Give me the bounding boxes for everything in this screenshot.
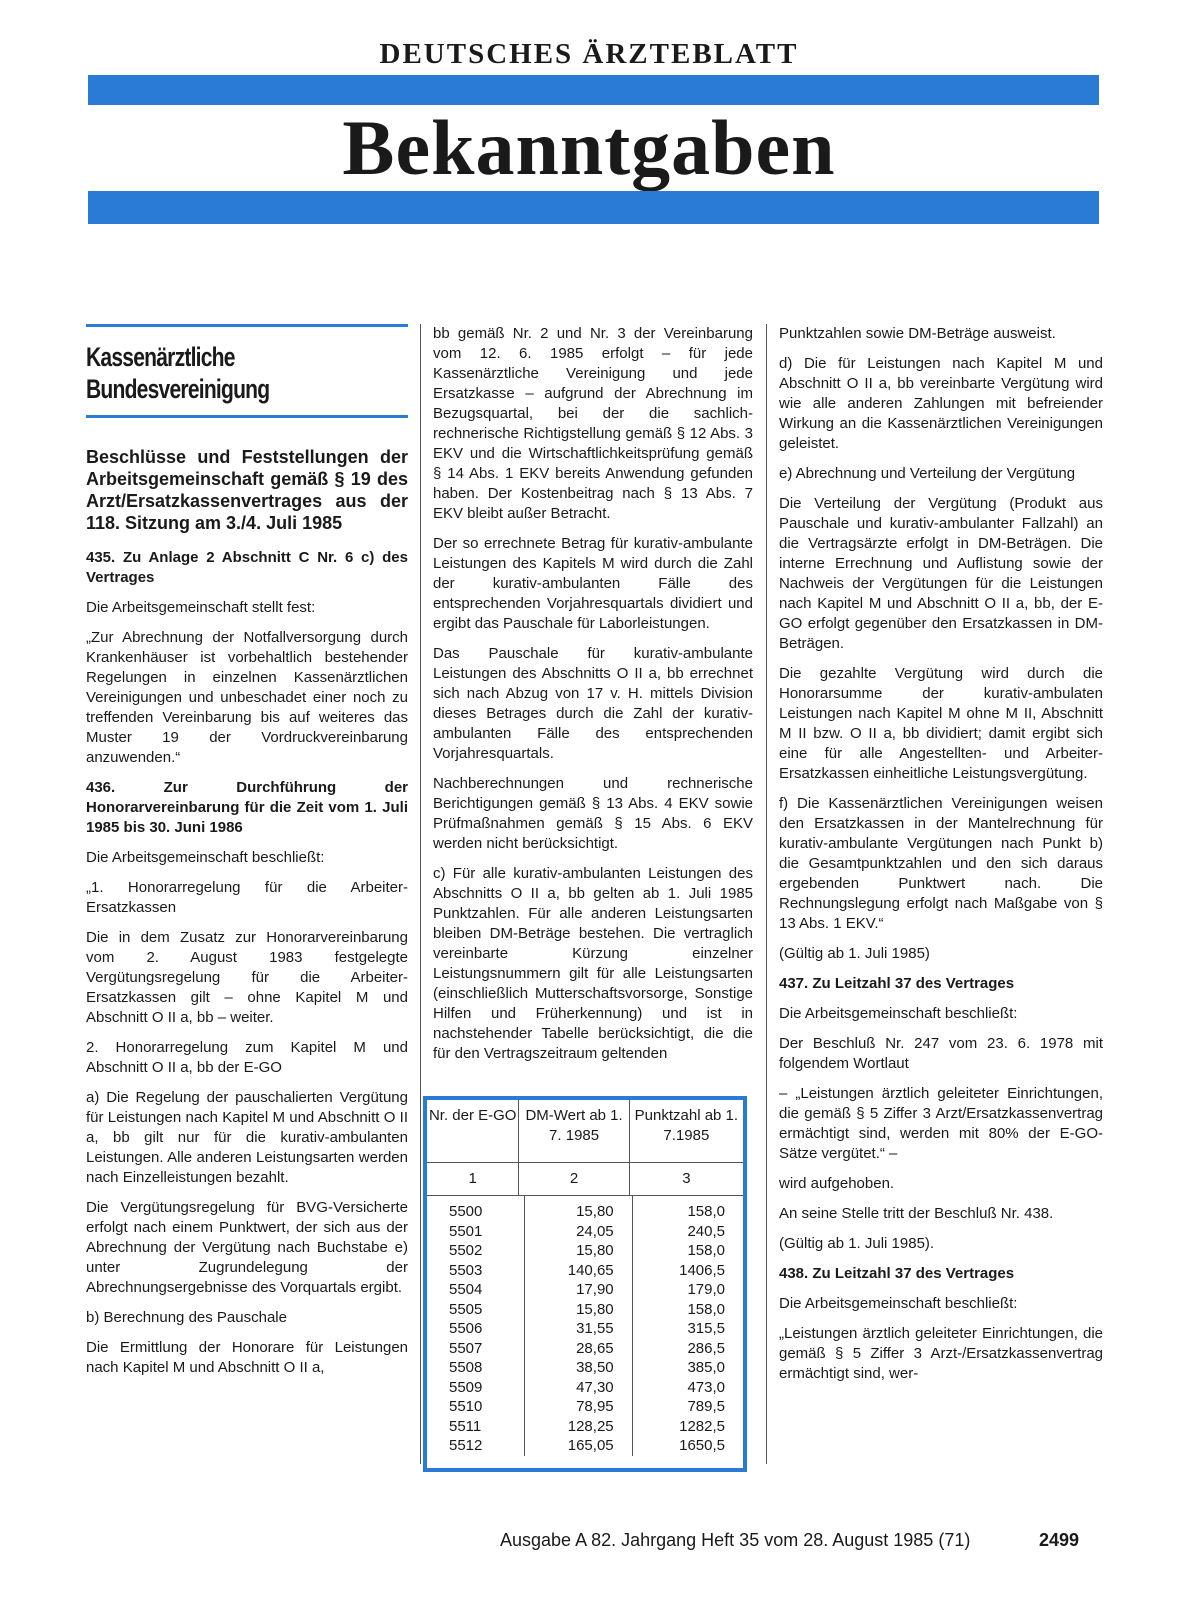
table-cell: 5508 xyxy=(449,1359,483,1376)
page-title: Bekanntgaben xyxy=(342,104,836,191)
paragraph: d) Die für Leistungen nach Kapitel M und Abschnitt O II a, bb vereinbarte Vergütung wird wie alle anderen Zahlungen mit befreiender Wirkung an die Kassenärztlichen Vereinigungen geleistet. xyxy=(779,355,1103,452)
paragraph: An seine Stelle tritt der Beschluß Nr. 438. xyxy=(779,1205,1054,1222)
paragraph: bb gemäß Nr. 2 und Nr. 3 der Vereinbarung vom 12. 6. 1985 erfolgt – für jede Kassenärztliche Vereinigung und jede Ersatzkasse – aufgrund der Abrechnung im Bezugsquartal, bei der die sachlich-rechnerische Richtigstellung gemäß § 12 Abs. 3 EKV und die Wirtschaftlichkeitsprüfung gemäß § 14 Abs. 1 EKV bereits Anwendung gefunden haben. Der Kostenbeitrag nach § 13 Abs. 7 EKV bleibt außer Betracht. xyxy=(433,325,753,522)
table-cell: 5501 xyxy=(449,1222,483,1240)
table-cell: 5506 xyxy=(449,1320,483,1337)
table-cell: 5512 xyxy=(449,1437,483,1454)
page-number: 2499 xyxy=(1039,1530,1080,1550)
paragraph: „Leistungen ärztlich geleiteter Einrichtungen, die gemäß § 5 Ziffer 3 Arzt-/Ersatzkassenvertrag ermächtigt sind, wer- xyxy=(779,1325,1103,1382)
column-number: 2 xyxy=(519,1163,629,1195)
edition-info: Ausgabe A 82. Jahrgang Heft 35 vom 28. August 1985 (71) xyxy=(500,1530,971,1550)
paragraph: Die Vergütungsregelung für BVG-Versicherte erfolgt nach einem Punktwert, der sich aus der Abrechnung der Vergütung nach Buchstabe e) unter Zugrundelegung der Abrechnungsergebnisse des Vorquartals ergibt. xyxy=(86,1199,408,1296)
fee-table xyxy=(423,1096,747,1472)
table-cell: 5503 xyxy=(449,1261,483,1279)
paragraph: Die in dem Zusatz zur Honorarvereinbarung vom 2. August 1983 festgelegte Vergütungsregelung für die Arbeiter-Ersatzkassen gilt – ohne Kapitel M und Abschnitt O II a, bb – weiter. xyxy=(86,929,408,1026)
column-3 xyxy=(779,324,1103,1394)
table-header-cell: Punktzahl ab 1. 7.1985 xyxy=(634,1107,739,1144)
section-heading: 437. Zu Leitzahl 37 des Vertrages xyxy=(779,975,1015,992)
paragraph: Die gezahlte Vergütung wird durch die Honorarsumme der kurativ-ambulaten Leistungen nach Kapitel M ohne M II, Abschnitt M II bzw. O II a, bb dividiert; damit ergibt sich eine für alle Angestellten- und Arbeiter-Ersatzkassen einheitliche Leistungsvergütung. xyxy=(779,665,1103,782)
table-cell: 1282,5 xyxy=(679,1417,725,1435)
table-cell: 315,5 xyxy=(687,1320,725,1337)
org-line-1: Kassenärztliche xyxy=(86,342,235,372)
table-cell: 165,05 xyxy=(567,1437,614,1454)
column-2-body xyxy=(433,324,753,1064)
table-cell: 24,05 xyxy=(576,1222,614,1240)
table-column-dm xyxy=(525,1196,633,1456)
table-cell: 5511 xyxy=(449,1417,482,1435)
paragraph: b) Berechnung des Pauschale xyxy=(86,1309,287,1326)
paragraph: „1. Honorarregelung für die Arbeiter-Ersatzkassen xyxy=(86,879,408,916)
table-cell: 5507 xyxy=(449,1339,483,1357)
table-cell: 38,50 xyxy=(576,1359,614,1376)
table-column-nr xyxy=(427,1196,525,1456)
table-cell: 385,0 xyxy=(687,1359,725,1376)
paragraph: Das Pauschale für kurativ-ambulante Leistungen des Abschnitts O II a, bb errechnet sich nach Abzug von 17 v. H. mittels Division dieses Betrages durch die Zahl der kurativ-ambulanten Fälle des entsprechenden Vorjahresquartals. xyxy=(433,645,753,762)
org-rule-top xyxy=(86,324,408,327)
table-header-cell: Nr. der E-GO xyxy=(427,1100,519,1162)
paragraph: Die Verteilung der Vergütung (Produkt aus Pauschale und kurativ-ambulanter Fallzahl) an die Vertragsärzte erfolgt in DM-Beträgen. Die interne Errechnung und Auflistung sowie der Nachweis der Vergütungen für die Leistungen nach Kapitel M und Abschnitt O II a, bb, der E-GO erfolgt gegenüber den Ersatzkassen in DM-Beträgen. xyxy=(779,495,1103,652)
column-number: 1 xyxy=(427,1163,519,1195)
table-cell: 5504 xyxy=(449,1281,483,1298)
table-cell: 15,80 xyxy=(576,1203,614,1220)
table-cell: 128,25 xyxy=(567,1417,614,1435)
table-cell: 5505 xyxy=(449,1300,483,1318)
bottom-accent-bar xyxy=(88,191,1099,224)
column-3-body xyxy=(779,324,1103,1384)
org-rule-bottom xyxy=(86,415,408,418)
paragraph: e) Abrechnung und Verteilung der Vergütung xyxy=(779,465,1076,482)
column-1-body xyxy=(86,548,408,1378)
paragraph: wird aufgehoben. xyxy=(779,1175,895,1192)
table-cell: 47,30 xyxy=(576,1378,614,1396)
masthead: DEUTSCHES ÄRZTEBLATT xyxy=(379,38,799,70)
table-cell: 158,0 xyxy=(687,1203,725,1220)
paragraph: Die Ermittlung der Honorare für Leistungen nach Kapitel M und Abschnitt O II a, xyxy=(86,1339,408,1376)
column-number: 3 xyxy=(682,1170,691,1187)
lead-heading: Beschlüsse und Feststellungen der Arbeitsgemeinschaft gemäß § 19 des Arzt/Ersatzkassenvertrages aus der 118. Sitzung am 3./4. Juli 1985 xyxy=(86,447,408,533)
column-divider-2 xyxy=(766,324,767,1464)
column-divider-1 xyxy=(420,324,421,1464)
paragraph: 2. Honorarregelung zum Kapitel M und Abschnitt O II a, bb der E-GO xyxy=(86,1039,408,1076)
organization-name xyxy=(86,341,337,405)
paragraph: Die Arbeitsgemeinschaft stellt fest: xyxy=(86,599,316,616)
org-line-2: Bundesvereinigung xyxy=(86,374,270,404)
top-accent-bar xyxy=(88,75,1099,105)
table-cell: 158,0 xyxy=(687,1242,725,1259)
table-cell: 5510 xyxy=(449,1398,483,1415)
table-cell: 78,95 xyxy=(576,1398,614,1415)
paragraph: (Gültig ab 1. Juli 1985). xyxy=(779,1235,935,1252)
paragraph: Punktzahlen sowie DM-Beträge ausweist. xyxy=(779,325,1056,342)
section-heading: 435. Zu Anlage 2 Abschnitt C Nr. 6 c) des Vertrages xyxy=(86,549,408,586)
table-cell: 15,80 xyxy=(576,1242,614,1259)
table-cell: 1650,5 xyxy=(679,1437,725,1454)
table-cell: 28,65 xyxy=(576,1339,614,1357)
column-2 xyxy=(433,324,753,1074)
paragraph: – „Leistungen ärztlich geleiteter Einrichtungen, die gemäß § 5 Ziffer 3 Arzt/Ersatzkassenvertrag ermächtigt sind, werden mit 80% der E-GO-Sätze vergütet.“ – xyxy=(779,1085,1103,1162)
table-cell: 5502 xyxy=(449,1242,483,1259)
paragraph: Die Arbeitsgemeinschaft beschließt: xyxy=(86,849,325,866)
paragraph: f) Die Kassenärztlichen Vereinigungen weisen den Ersatzkassen in der Mantelrechnung für kurativ-ambulante Vergütungen nach Punkt b) die Gesamtpunktzahlen und den sich daraus ergebenden Punktwert nach. Die Rechnungslegung erfolgt nach Maßgabe von § 13 Abs. 1 EKV.“ xyxy=(779,795,1103,932)
table-cell: 240,5 xyxy=(687,1222,725,1240)
table-column-punkte xyxy=(633,1196,743,1456)
table-cell: 5500 xyxy=(449,1203,483,1220)
table-body xyxy=(427,1196,743,1456)
section-heading: 436. Zur Durchführung der Honorarvereinbarung für die Zeit vom 1. Juli 1985 bis 30. Juni 1986 xyxy=(86,779,408,836)
paragraph: Der Beschluß Nr. 247 vom 23. 6. 1978 mit folgendem Wortlaut xyxy=(779,1035,1103,1072)
table-cell: 1406,5 xyxy=(679,1261,725,1279)
paragraph: Der so errechnete Betrag für kurativ-ambulante Leistungen des Kapitels M wird durch die Zahl der kurativ-ambulanten Fälle des entsprechenden Vorjahresquartals dividiert und ergibt das Pauschale für Laborleistungen. xyxy=(433,535,753,632)
table-column-number-row xyxy=(427,1163,743,1196)
paragraph: „Zur Abrechnung der Notfallversorgung durch Krankenhäuser ist vorbehaltlich bestehender Regelungen in einzelnen Kassenärztlichen Vereinigungen und unbeschadet einer noch zu treffenden Vereinbarung bis auf weiteres das Muster 19 der Vordruckvereinbarung anzuwenden.“ xyxy=(86,629,408,766)
section-heading: 438. Zu Leitzahl 37 des Vertrages xyxy=(779,1265,1015,1282)
table-cell: 179,0 xyxy=(687,1281,725,1298)
table-cell: 789,5 xyxy=(687,1398,725,1415)
table-cell: 31,55 xyxy=(576,1320,614,1337)
paragraph: Die Arbeitsgemeinschaft beschließt: xyxy=(779,1005,1018,1022)
table-header-cell: DM-Wert ab 1. 7. 1985 xyxy=(519,1100,629,1162)
paragraph: (Gültig ab 1. Juli 1985) xyxy=(779,945,930,962)
table-cell: 140,65 xyxy=(567,1261,614,1279)
paragraph: Nachberechnungen und rechnerische Berichtigungen gemäß § 13 Abs. 4 EKV sowie Prüfmaßnahmen gemäß § 15 Abs. 6 EKV werden nicht berücksichtigt. xyxy=(433,775,753,852)
paragraph: Die Arbeitsgemeinschaft beschließt: xyxy=(779,1295,1018,1312)
table-header-row xyxy=(427,1100,743,1163)
table-cell: 473,0 xyxy=(687,1378,725,1396)
paragraph: a) Die Regelung der pauschalierten Vergütung für Leistungen nach Kapitel M und Abschnitt O II a, bb gilt nur für die kurativ-ambulanten Leistungen. Alle anderen Leistungsarten werden nach Einzelleistungen bezahlt. xyxy=(86,1089,408,1186)
table-cell: 17,90 xyxy=(576,1281,614,1298)
table-cell: 5509 xyxy=(449,1378,483,1396)
table-cell: 158,0 xyxy=(687,1300,725,1318)
table-cell: 286,5 xyxy=(687,1339,725,1357)
paragraph: c) Für alle kurativ-ambulanten Leistungen des Abschnitts O II a, bb gelten ab 1. Juli 1985 Punktzahlen. Für alle anderen Leistungsarten bleiben DM-Beträge bestehen. Die vertraglich vereinbarte Kürzung einzelner Leistungsnummern gilt für alle Leistungsarten (einschließlich Mutterschaftsvorsorge, Sonstige Hilfen und Früherkennung) und ist in nachstehender Tabelle berücksichtigt, die die für den Vertragszeitraum geltenden xyxy=(433,865,753,1062)
table-cell: 15,80 xyxy=(576,1300,614,1318)
column-1 xyxy=(86,324,408,1388)
